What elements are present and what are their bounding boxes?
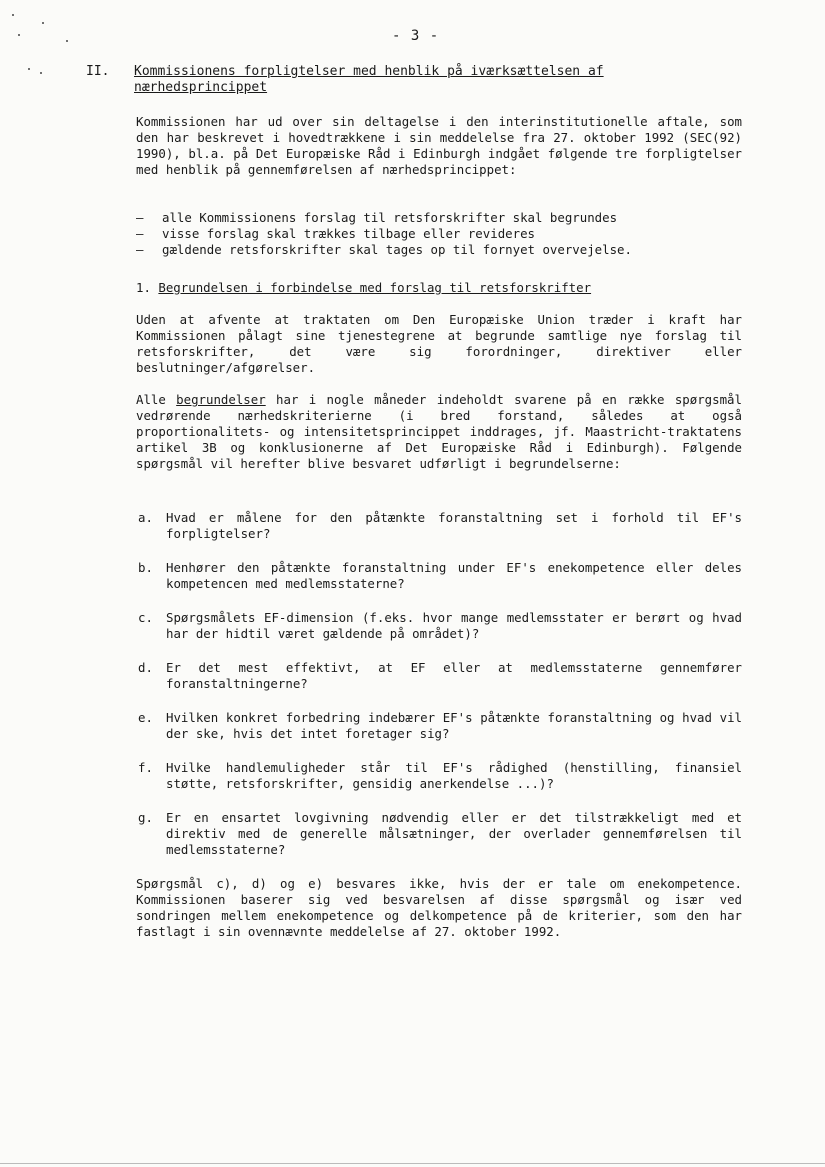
scan-speck <box>40 72 42 74</box>
question-letter: b. <box>138 560 153 575</box>
dash-bullet: – <box>136 242 144 257</box>
question-letter: f. <box>138 760 153 775</box>
page-number: - 3 - <box>392 28 440 44</box>
paragraph-2-lead: Alle <box>136 392 166 407</box>
question-letter: d. <box>138 660 153 675</box>
question-text: Henhører den påtænkte foranstaltning under EF's enekompetence eller deles kompetencen med medlemsstaterne? <box>166 560 742 591</box>
question-item <box>138 760 742 792</box>
paragraph-1: Uden at afvente at traktaten om Den Europæiske Union træder i kraft har Kommissionen pålagt sine tjenestegrene at begrunde samtlige nye forslag til retsforskrifter, det være sig forordninger, direktiver eller beslutninger/afgørelser. <box>136 312 742 375</box>
list-item <box>136 210 742 226</box>
closing-paragraph: Spørgsmål c), d) og e) besvares ikke, hvis der er tale om enekompetence. Kommissionen baserer sig ved besvarelsen af disse spørgsmål og især ved sondringen mellem enekompetence og delkompetence på de kriterier, som den har fastlagt i sin ovennævnte meddelelse af 27. oktober 1992. <box>136 876 742 939</box>
scan-speck <box>12 14 14 16</box>
subsection-number: 1. <box>136 280 151 295</box>
question-letter: c. <box>138 610 153 625</box>
dash-bullet: – <box>136 226 144 241</box>
list-item <box>136 226 742 242</box>
subsection-title: Begrundelsen i forbindelse med forslag til retsforskrifter <box>158 280 592 295</box>
question-item <box>138 510 742 542</box>
question-text: Hvad er målene for den påtænkte foranstaltning set i forhold til EF's forpligtelser? <box>166 510 742 541</box>
dash-bullet: – <box>136 210 144 225</box>
question-item <box>138 610 742 642</box>
question-item <box>138 660 742 692</box>
list-item <box>136 242 742 258</box>
intro-paragraph: Kommissionen har ud over sin deltagelse i den interinstitutionelle aftale, som den har beskrevet i hovedtrækkene i sin meddelelse fra 27. oktober 1992 (SEC(92) 1990), bl.a. på Det Europæiske Råd i Edinburgh indgået følgende tre forpligtelser med henblik på gennemførelsen af nærhedsprincippet: <box>136 114 742 177</box>
question-item <box>138 560 742 592</box>
section-title: Kommissionens forpligtelser med henblik på iværksættelsen af nærhedsprincippet <box>134 64 604 95</box>
scan-speck <box>42 22 44 24</box>
question-text: Er en ensartet lovgivning nødvendig eller er det tilstrækkeligt med et direktiv med de generelle målsætninger, der overlader gennemførelsen til medlemsstaterne? <box>166 810 742 857</box>
question-letter: a. <box>138 510 153 525</box>
question-item <box>138 810 742 858</box>
question-text: Spørgsmålets EF-dimension (f.eks. hvor mange medlemsstater er berørt og hvad har der hidtil været gældende på området)? <box>166 610 742 641</box>
question-letter: e. <box>138 710 153 725</box>
question-text: Hvilke handlemuligheder står til EF's rådighed (henstilling, finansiel støtte, retsforskrifter, gensidig anerkendelse ...)? <box>166 760 742 791</box>
paragraph-2-rest: har i nogle måneder indeholdt svarene på en række spørgsmål vedrørende nærhedskriterierne (i bred forstand, således at også proportionalitets- og intensitetsprincippet inddrages, jf. Maastricht-traktatens artikel 3B og konklusionerne af Det Europæiske Råd i Edinburgh). Følgende spørgsmål vil herefter blive besvaret udførligt i begrundelserne: <box>136 392 742 471</box>
question-text: Hvilken konkret forbedring indebærer EF's påtænkte foranstaltning og hvad vil der ske, hvis det intet foretager sig? <box>166 710 742 741</box>
obligation-text: gældende retsforskrifter skal tages op til fornyet overvejelse. <box>162 242 632 257</box>
subsection-heading <box>136 280 591 296</box>
obligations-list <box>136 210 742 258</box>
section-number: II. <box>86 64 110 79</box>
obligation-text: alle Kommissionens forslag til retsforskrifter skal begrundes <box>162 210 618 225</box>
question-letter: g. <box>138 810 153 825</box>
obligation-text: visse forslag skal trækkes tilbage eller revideres <box>162 226 535 241</box>
question-item <box>138 710 742 742</box>
scan-speck <box>66 40 68 42</box>
scan-speck <box>18 34 20 36</box>
paragraph-2 <box>136 392 742 472</box>
question-text: Er det mest effektivt, at EF eller at medlemsstaterne gennemfører foranstaltningerne? <box>166 660 742 691</box>
scan-bottom-edge <box>0 1163 825 1164</box>
scan-speck <box>28 68 30 70</box>
paragraph-2-underlined: begrundelser <box>176 392 266 407</box>
